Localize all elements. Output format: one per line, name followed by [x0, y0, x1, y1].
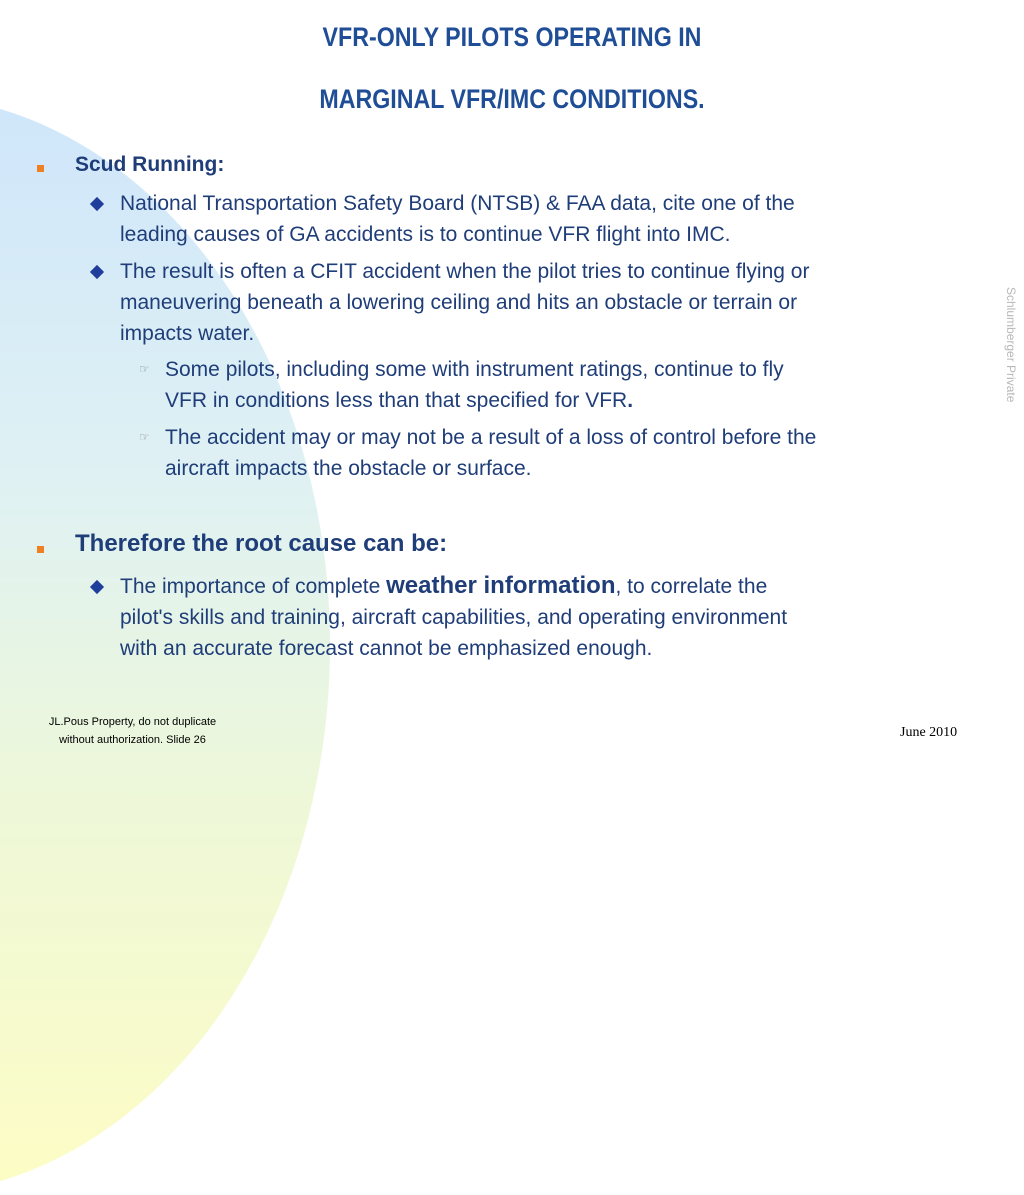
weather-information-emphasis: weather information — [386, 572, 616, 599]
pointing-hand-icon: ☞ — [139, 362, 150, 376]
slide-title-line1: VFR-ONLY PILOTS OPERATING IN — [322, 22, 702, 52]
orange-square-icon — [37, 165, 44, 172]
footer-line1: JL.Pous Property, do not duplicate — [48, 716, 217, 728]
diamond-icon — [90, 265, 104, 279]
section2-item1-line1 — [120, 570, 767, 602]
section1-item1-line1: National Transportation Safety Board (NTSB) & FAA data, cite one of the — [120, 192, 795, 215]
footer-date: June 2010 — [900, 725, 958, 740]
section1-item1-line2: leading causes of GA accidents is to continue VFR flight into IMC. — [120, 223, 731, 246]
section1-item2-line3: impacts water. — [120, 322, 255, 345]
section2-item1-line2: pilot's skills and training, aircraft capabilities, and operating environment — [120, 606, 788, 629]
side-label: Schlumberger Private — [1004, 287, 1018, 403]
slide-title-line2: MARGINAL VFR/IMC CONDITIONS. — [319, 84, 705, 114]
section1-heading: Scud Running: — [75, 153, 225, 176]
section1-sub2-line1: The accident may or may not be a result of a loss of control before the — [165, 426, 817, 449]
section2-item1-line3: with an accurate forecast cannot be emphasized enough. — [120, 637, 653, 660]
section1-item2-line2: maneuvering beneath a lowering ceiling and hits an obstacle or terrain or — [120, 291, 798, 314]
diamond-icon — [90, 197, 104, 211]
pointing-hand-icon: ☞ — [139, 430, 150, 444]
diamond-icon — [90, 580, 104, 594]
section2-item1-line1-post: , to correlate the — [615, 575, 768, 598]
section2-heading: Therefore the root cause can be: — [75, 530, 448, 557]
section1-sub1-line2-text: VFR in conditions less than that specified for VFR — [165, 389, 628, 412]
footer-copyright — [20, 713, 245, 749]
orange-square-icon — [37, 546, 44, 553]
section1-sub1-line1: Some pilots, including some with instrument ratings, continue to fly — [165, 358, 784, 381]
section1-sub2-line2: aircraft impacts the obstacle or surface. — [165, 457, 532, 480]
section1-sub1-line2 — [165, 385, 633, 416]
section2-item1-line1-pre: The importance of complete — [120, 575, 387, 598]
footer-line2: without authorization. Slide 26 — [59, 734, 206, 746]
section1-item2-line1: The result is often a CFIT accident when the pilot tries to continue flying or — [120, 260, 810, 283]
section1-sub1-line2-period: . — [627, 389, 634, 412]
